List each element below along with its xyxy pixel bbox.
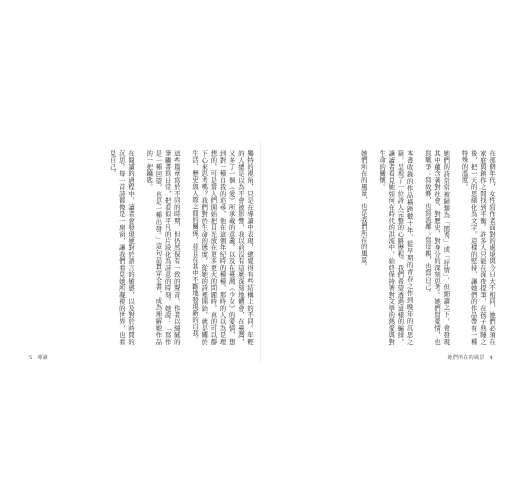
right-page-body-text: 在那個年代，女性寫作者面對的處境與今日大不相同，她們必須在家庭與創作之間找到平衡。許多人只能在深夜提筆，在孩子熟睡之後，把一天的思緒化為文字。這樣的堅持，讓她們的作品帶有一種特殊的溫度。 她們的詩常常被歸類為「閨秀」或「抒情」，但細讀之下，會發現其中蘊含著對社會、對歷史、對身分的深刻思考。她們寫愛情，也寫戰爭；寫故鄉，也寫流離；寫母親，也寫自己。 本書收錄的作品橫跨數十年，從早期的青春之作到晚年的沉思之篇，呈現了一位詩人完整的心路歷程。我們希望透過這樣的編排，讓讀者看見她如何在時代的洪流中，始終保持著對文學的熱愛與對生命的關懷。 她們所在的風景，也是我們所在的風景。 xyxy=(359,150,495,345)
left-running-head: 導讀 xyxy=(37,355,48,361)
right-page xyxy=(268,150,496,345)
left-page-number: 5 xyxy=(29,355,33,361)
right-page-footer xyxy=(448,354,496,361)
left-page-footer xyxy=(26,354,48,361)
right-page-number: 4 xyxy=(489,355,493,361)
right-running-head: 她們所在的風景 xyxy=(447,355,485,361)
left-page xyxy=(26,150,254,345)
page-gutter xyxy=(260,140,261,362)
left-page-body-text: 獨特的視角，只是在導讀中表現，總覺得有些結構上的不同。年輕的人總是以為不會被影響，我以前沒有這麼深刻地體會，在臺灣，又多了一個《愛》所承載的意義。以及在臺灣《少女》的愛情，想到對一種自我的追尋，他在這個年紀時的種種，那時的人以為是理想的，可是當人們開始把目光放在更多更大的問題時，真的可以靜下心來思考嗎？我們對於生命的態度，從她的詩裡開始，就是關於生活、歷史與人際之間的關係，並且在其中不斷地發現新的自我。 這些篇章寫於不同的時期，但仍然保有一致的聲音。作者以細膩的筆觸書寫日常，把看似平凡的片段化為詩意的時刻。她說：「寫作是一種回望，也是一種出發。」這句話貫穿全書，成為理解她作品的一把鑰匙。 在閱讀的過程中，讀者會發現她對於語言的敏感，以及對於時間的沉思。每一首詩都像是一扇窗，讓我們看見她所凝視的世界，也看見自己。 xyxy=(108,150,253,345)
